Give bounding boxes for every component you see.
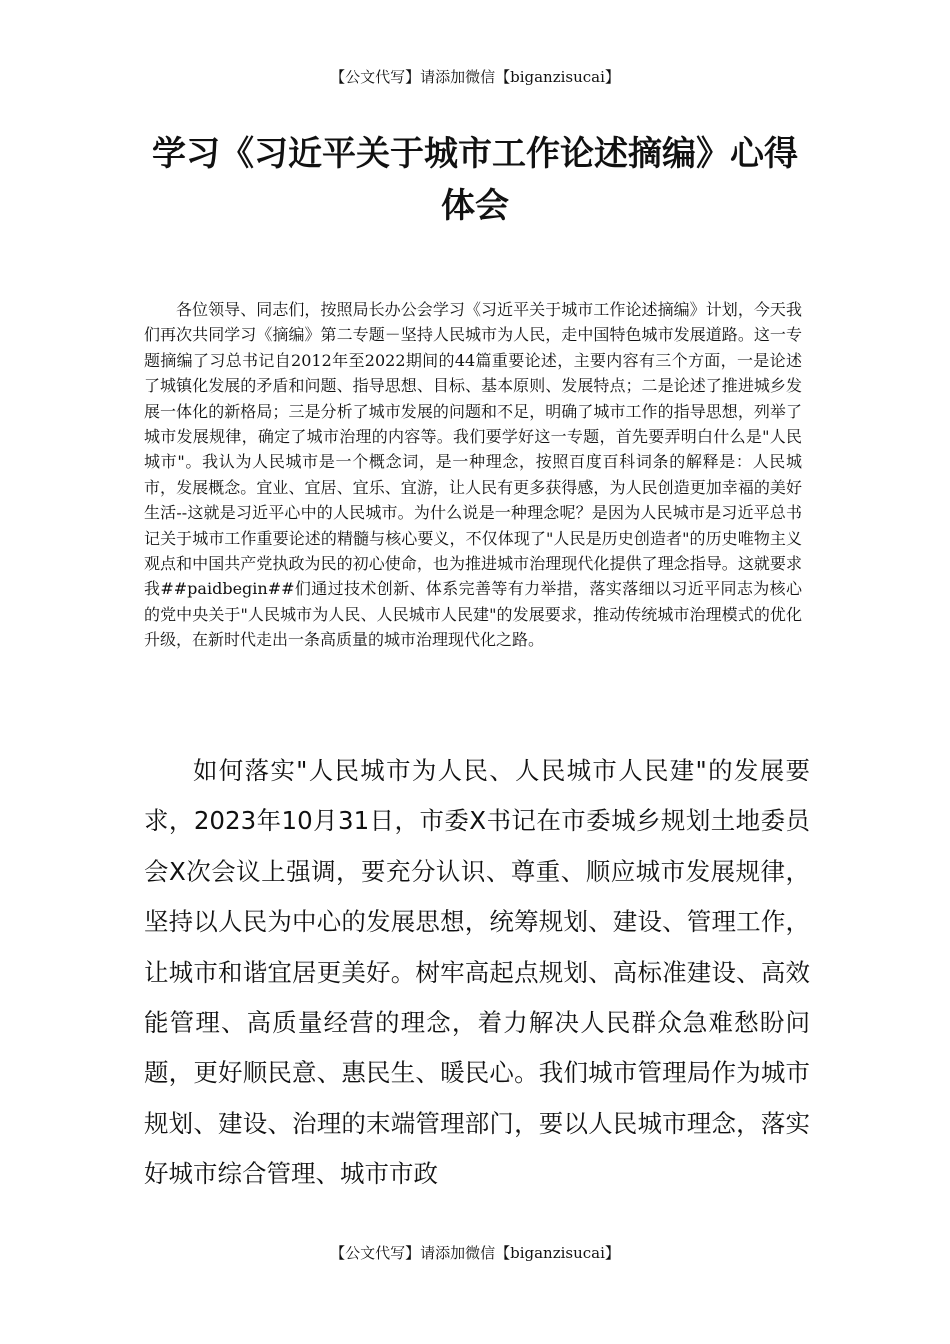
page-footer: 【公文代写】请添加微信【biganzisucai】 xyxy=(330,1244,620,1262)
body-paragraph: 如何落实"人民城市为人民、人民城市人民建"的发展要求，2023年10月31日，市委X书记在市委城乡规划土地委员会X次会议上强调，要充分认识、尊重、顺应城市发展规律，坚持以人民为中心的发展思想，统筹规划、建设、管理工作，让城市和谐宜居更美好。树牢高起点规划、高标准建设、高效能管理、高质量经营的理念，着力解决人民群众急难愁盼问题，更好顺民意、惠民生、暖民心。我们城市管理局作为城市规划、建设、治理的末端管理部门，要以人民城市理念，落实好城市综合管理、城市市政 xyxy=(144,756,810,1189)
document-title: 学习《习近平关于城市工作论述摘编》心得体会 xyxy=(152,134,798,226)
page-header: 【公文代写】请添加微信【biganzisucai】 xyxy=(330,68,620,86)
intro-paragraph: 各位领导、同志们，按照局长办公会学习《习近平关于城市工作论述摘编》计划，今天我们再次共同学习《摘编》第二专题－坚持人民城市为人民，走中国特色城市发展道路。这一专题摘编了习总书记自2012年至2022期间的44篇重要论述，主要内容有三个方面，一是论述了城镇化发展的矛盾和问题、指导思想、目标、基本原则、发展特点；二是论述了推进城乡发展一体化的新格局；三是分析了城市发展的问题和不足，明确了城市工作的指导思想，列举了城市发展规律，确定了城市治理的内容等。我们要学好这一专题，首先要弄明白什么是"人民城市"。我认为人民城市是一个概念词，是一种理念，按照百度百科词条的解释是：人民城市，发展概念。宜业、宜居、宜乐、宜游，让人民有更多获得感，为人民创造更加幸福的美好生活--这就是习近平心中的人民城市。为什么说是一种理念呢？是因为人民城市是习近平总书记关于城市工作重要论述的精髓与核心要义，不仅体现了"人民是历史创造者"的历史唯物主义观点和中国共产党执政为民的初心使命，也为推进城市治理现代化提供了理念指导。这就要求我##paidbegin##们通过技术创新、体系完善等有力举措，落实落细以习近平同志为核心的党中央关于"人民城市为人民、人民城市人民建"的发展要求，推动传统城市治理模式的优化升级，在新时代走出一条高质量的城市治理现代化之路。 xyxy=(144,300,802,650)
